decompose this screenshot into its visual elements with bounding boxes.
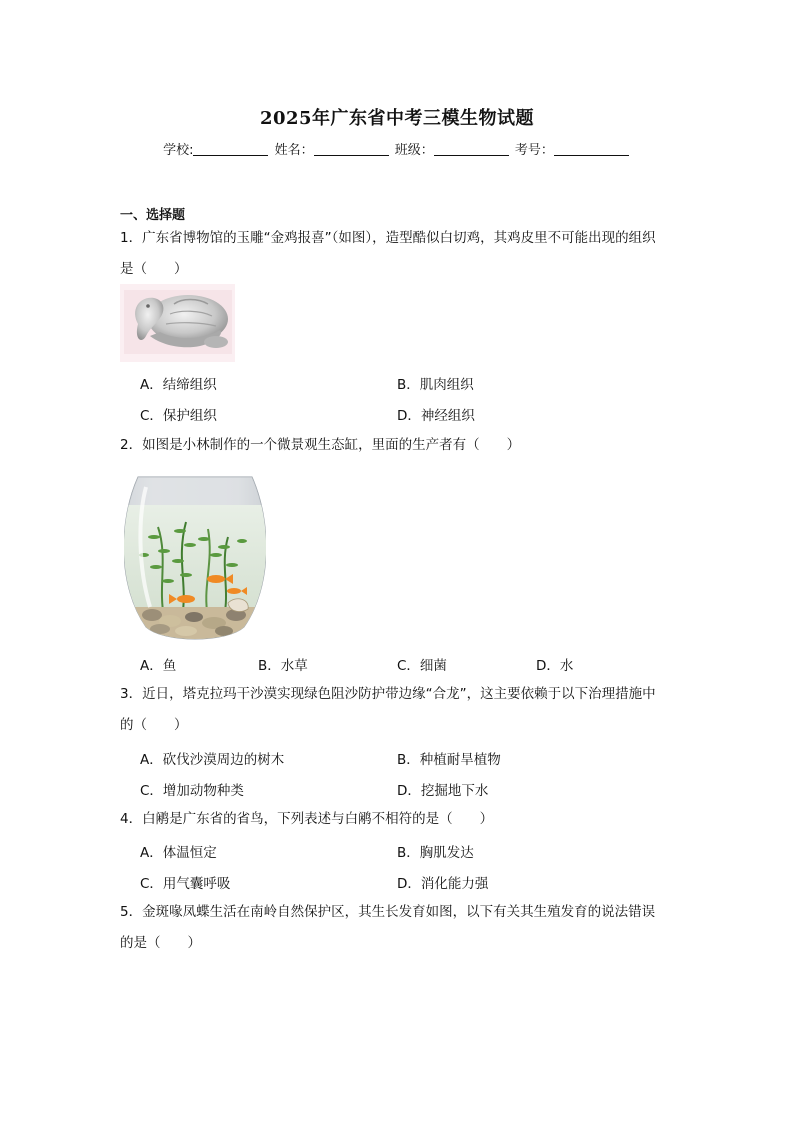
fish-tank-image — [124, 467, 266, 641]
class-label: 班级： — [394, 143, 434, 158]
q3-option-a: A．砍伐沙漠周边的树木 — [140, 752, 285, 768]
question-4 — [120, 804, 680, 835]
school-blank[interactable] — [193, 142, 268, 156]
q3-option-c: C．增加动物种类 — [140, 783, 244, 799]
question-3 — [120, 679, 680, 741]
class-blank[interactable] — [434, 142, 509, 156]
q4-option-a: A．体温恒定 — [140, 845, 217, 861]
student-info-line — [0, 139, 794, 158]
q2-option-c: C．细菌 — [397, 658, 447, 674]
number-label: 考号： — [514, 143, 554, 158]
name-blank[interactable] — [314, 142, 389, 156]
question-stem: 4．白鹇是广东省的省鸟，下列表述与白鹇不相符的是（ ） — [120, 811, 494, 827]
question-stem: 的（ ） — [120, 717, 188, 733]
q1-option-a: A．结缔组织 — [140, 377, 217, 393]
q2-option-d: D．水 — [536, 658, 574, 674]
question-5 — [120, 897, 680, 959]
q4-option-c: C．用气囊呼吸 — [140, 876, 231, 892]
question-stem: 1．广东省博物馆的玉雕“金鸡报喜”（如图），造型酷似白切鸡，其鸡皮里不可能出现的组织 — [120, 230, 656, 246]
q2-option-b: B．水草 — [258, 658, 308, 674]
question-stem: 5．金斑喙凤蝶生活在南岭自然保护区，其生长发育如图，以下有关其生殖发育的说法错误 — [120, 904, 656, 920]
question-stem: 是（ ） — [120, 261, 188, 277]
question-stem: 2．如图是小林制作的一个微景观生态缸，里面的生产者有（ ） — [120, 437, 521, 453]
jade-chicken-image — [120, 284, 235, 362]
question-2 — [120, 430, 680, 461]
question-1 — [120, 223, 680, 285]
q4-option-d: D．消化能力强 — [397, 876, 489, 892]
question-stem: 3．近日，塔克拉玛干沙漠实现绿色阻沙防护带边缘“合龙”，这主要依赖于以下治理措施中 — [120, 686, 656, 702]
q3-option-b: B．种植耐旱植物 — [397, 752, 501, 768]
name-label: 姓名： — [274, 143, 314, 158]
school-label: 学校: — [163, 143, 194, 158]
question-stem: 的是（ ） — [120, 935, 201, 951]
q3-option-d: D．挖掘地下水 — [397, 783, 489, 799]
q1-option-d: D．神经组织 — [397, 408, 475, 424]
q1-option-c: C．保护组织 — [140, 408, 217, 424]
section-title: 一、选择题 — [120, 208, 186, 223]
q2-option-a: A．鱼 — [140, 658, 177, 674]
q1-option-b: B．肌肉组织 — [397, 377, 474, 393]
number-blank[interactable] — [554, 142, 629, 156]
page-title: 2025年广东省中考三模生物试题 — [259, 108, 535, 129]
q4-option-b: B．胸肌发达 — [397, 845, 474, 861]
